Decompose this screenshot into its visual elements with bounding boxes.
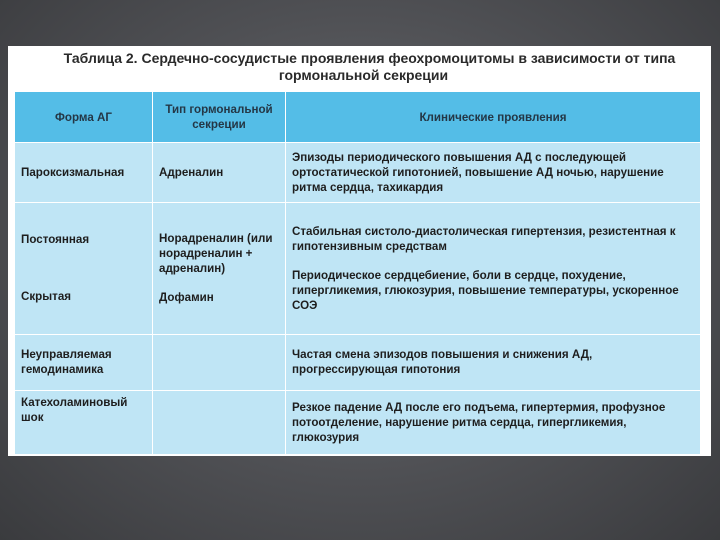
table-row (15, 202, 701, 334)
cell-clinical: Частая смена эпизодов повышения и снижения АД, прогрессирующая гипотония (286, 334, 701, 391)
cell-form-hidden: Скрытая (21, 290, 72, 304)
cell-type (153, 334, 286, 391)
cell-clinical-hidden: Периодическое сердцебиение, боли в сердце, похудение, гипергликемия, глюкозурия, повышение температуры, ускоренное СОЭ (292, 268, 679, 312)
cell-type: Адреналин (153, 143, 286, 203)
cell-form-permanent: Постоянная (21, 233, 90, 247)
cell-clinical: Резкое падение АД после его подъема, гипертермия, профузное потоотделение, нарушение ритма сердца, гипергликемия, глюкозурия (286, 391, 701, 455)
table-caption (8, 50, 711, 84)
cell-type-noradrenaline: Норадреналин (или норадреналин + адреналин) (159, 232, 273, 276)
caption-line-1: Таблица 2. Сердечно-сосудистые проявления феохромоцитомы в зависимости от типа (63, 50, 676, 66)
header-form: Форма АГ (15, 92, 153, 143)
caption-line-2: гормональной секреции (278, 67, 449, 83)
table-header-row (15, 92, 701, 143)
cell-type (153, 202, 286, 334)
cell-clinical-permanent: Стабильная систоло-диастолическая гипертензия, резистентная к гипотензивным средствам (292, 224, 676, 253)
cell-form: Катехоламиновый шок (15, 391, 153, 455)
table-row (15, 334, 701, 391)
clinical-table (14, 91, 701, 455)
cell-type-dopamine: Дофамин (159, 291, 214, 305)
table-row (15, 391, 701, 455)
header-clinical: Клинические проявления (286, 92, 701, 143)
cell-form (15, 202, 153, 334)
table-row (15, 143, 701, 203)
slide-sheet (8, 46, 711, 456)
cell-form: Пароксизмальная (15, 143, 153, 203)
cell-clinical: Эпизоды периодического повышения АД с последующей ортостатической гипотонией, повышение АД ночью, нарушение ритма сердца, тахикардия (286, 143, 701, 203)
header-secretion-type: Тип гормональной секреции (153, 92, 286, 143)
cell-type (153, 391, 286, 455)
cell-form: Неуправляемая гемодинамика (15, 334, 153, 391)
cell-clinical (286, 202, 701, 334)
